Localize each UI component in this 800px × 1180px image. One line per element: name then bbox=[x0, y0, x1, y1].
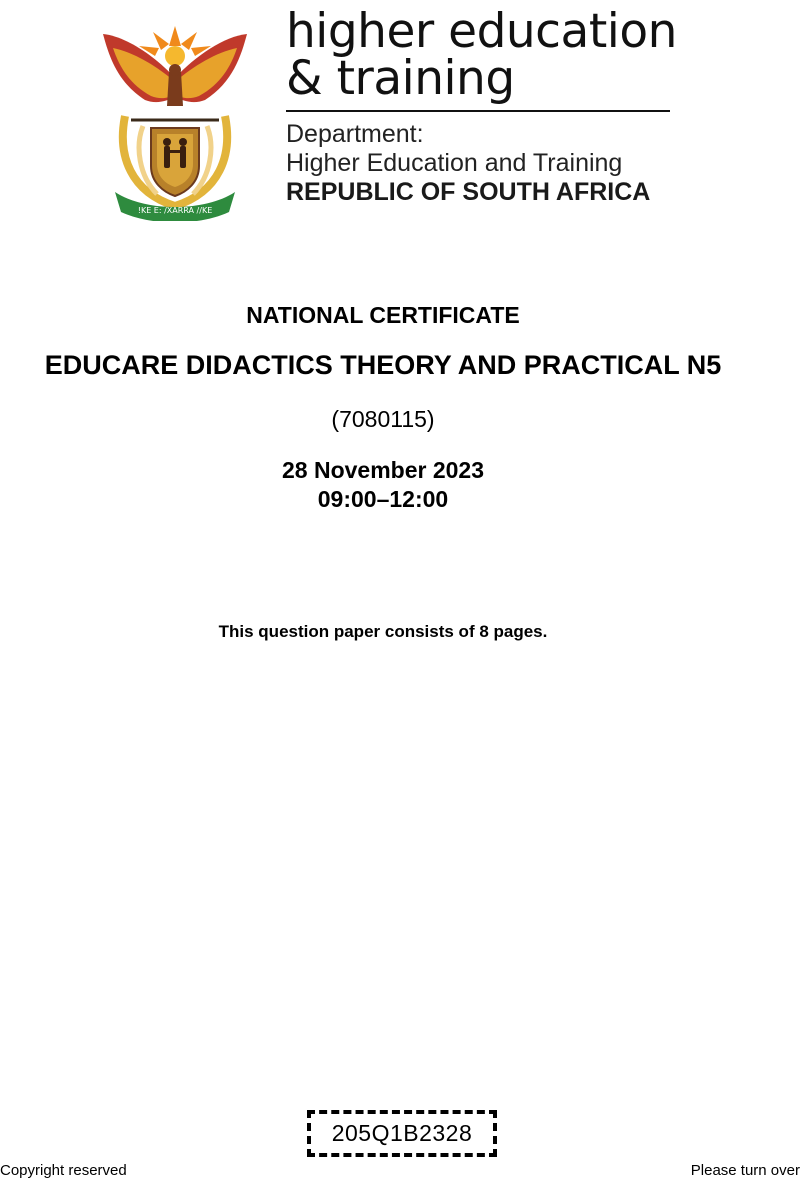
exam-date: 28 November 2023 bbox=[281, 457, 484, 483]
brand-divider bbox=[286, 110, 670, 112]
subject-title: EDUCARE DIDACTICS THEORY AND PRACTICAL N5 bbox=[44, 350, 722, 380]
turn-over-notice: Please turn over bbox=[690, 1162, 800, 1179]
paper-code-box bbox=[307, 1110, 497, 1157]
brand-title-line2: & training bbox=[286, 51, 515, 106]
exam-time: 09:00–12:00 bbox=[317, 486, 449, 512]
department-label: Department: bbox=[286, 120, 424, 148]
certificate-title: NATIONAL CERTIFICATE bbox=[246, 302, 520, 328]
department-name: Higher Education and Training bbox=[286, 149, 623, 177]
department-branding bbox=[286, 4, 677, 207]
crest-motto: !KE E: /XARRA //KE bbox=[137, 206, 213, 215]
copyright-notice: Copyright reserved bbox=[0, 1162, 127, 1179]
paper-code: 205Q1B2328 bbox=[331, 1120, 473, 1146]
coat-of-arms-logo bbox=[95, 16, 255, 221]
brand-title-line1: higher education bbox=[286, 4, 677, 59]
page-count-note: This question paper consists of 8 pages. bbox=[218, 622, 548, 641]
country-name: REPUBLIC OF SOUTH AFRICA bbox=[286, 178, 651, 206]
subject-code: (7080115) bbox=[331, 406, 435, 432]
